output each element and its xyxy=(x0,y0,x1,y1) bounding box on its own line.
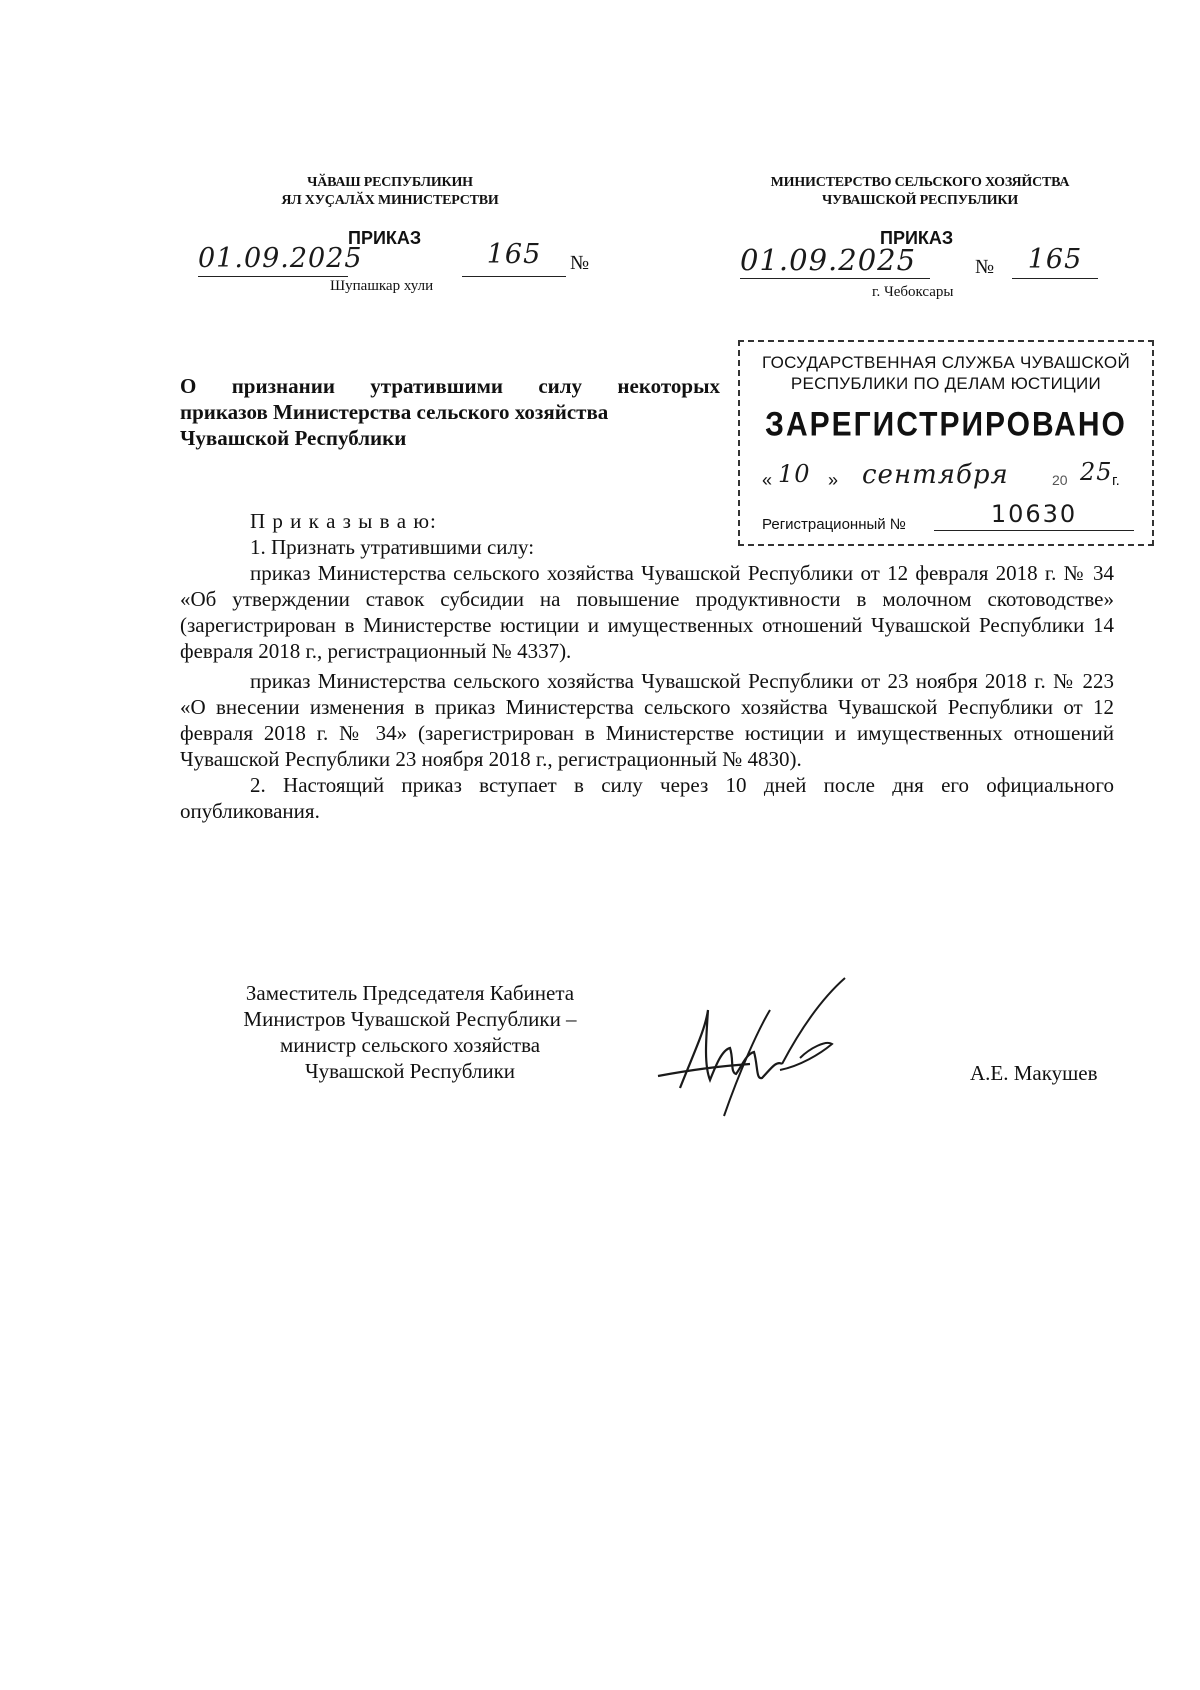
stamp-date xyxy=(762,458,1142,498)
header-left-number-sign: № xyxy=(570,252,590,274)
header-right-number-sign: № xyxy=(975,256,995,278)
stamp-year-prefix: 20 xyxy=(1052,472,1068,488)
header-right xyxy=(740,174,1100,210)
stamp-reg-label: Регистрационный № xyxy=(762,516,906,533)
paragraph-2: приказ Министерства сельского хозяйства Чувашской Республики от 23 ноября 2018 г. № 223 «О внесении изменения в приказ Министерства сельского хозяйства Чувашской Республики от 12 февраля 2018 г. № 34» (зарегистрирован в Министерстве юстиции и имущественных отношений Чувашской Республики 23 ноября 2018 г., регистрационный № 4830). xyxy=(180,669,1114,771)
header-left-doc-type: ПРИКАЗ xyxy=(348,228,422,248)
header-left-line2: ЯЛ ХУҪАЛӐХ МИНИСТЕРСТВИ xyxy=(281,193,499,208)
header-right-date: 01.09.2025 xyxy=(740,244,930,279)
stamp-org-line2: РЕСПУБЛИКИ ПО ДЕЛАМ ЮСТИЦИИ xyxy=(790,374,1102,393)
stamp-day: 10 xyxy=(778,460,811,488)
item-2: 2. Настоящий приказ вступает в силу через 10 дней после дня его официального опубликования. xyxy=(180,773,1114,823)
signatory-line3: министр сельского хозяйства xyxy=(279,1033,541,1057)
handwritten-signature xyxy=(650,970,880,1120)
header-left-number: 165 xyxy=(462,238,566,277)
header-left-city: Шупашкар хули xyxy=(330,278,434,294)
paragraph-1: приказ Министерства сельского хозяйства Чувашской Республики от 12 февраля 2018 г. № 34 «Об утверждении ставок субсидии на повышение продуктивности в молочном скотоводстве» (зарегистрирован в Министерстве юстиции и имущественных отношений Чувашской Республики 14 февраля 2018 г., регистрационный № 4337). xyxy=(180,561,1114,663)
header-right-doc-type: ПРИКАЗ xyxy=(880,228,954,248)
stamp-org xyxy=(740,352,1152,394)
stamp-month: сентября xyxy=(862,460,1009,490)
header-right-line2: ЧУВАШСКОЙ РЕСПУБЛИКИ xyxy=(821,193,1019,208)
header-right-city: г. Чебоксары xyxy=(872,284,954,300)
stamp-reg-number: 10630 xyxy=(934,500,1134,531)
title-line3: Чувашской Республики xyxy=(180,426,407,450)
stamp-quote-close: » xyxy=(828,470,839,490)
header-right-number: 165 xyxy=(1012,244,1098,279)
signatory-line1: Заместитель Председателя Кабинета xyxy=(245,981,575,1005)
signatory-line2: Министров Чувашской Республики – xyxy=(243,1007,577,1031)
stamp-org-line1: ГОСУДАРСТВЕННАЯ СЛУЖБА ЧУВАШСКОЙ xyxy=(762,353,1130,372)
title-line1: О признании утратившими силу некоторых xyxy=(180,374,720,398)
document-body xyxy=(180,508,1114,824)
signatory-line4: Чувашской Республики xyxy=(304,1059,516,1083)
signatory-title xyxy=(190,980,630,1084)
stamp-quote-open: « xyxy=(762,470,773,490)
document-title xyxy=(180,373,720,451)
header-left-line1: ЧӐВАШ РЕСПУБЛИКИН xyxy=(307,175,473,190)
header-left xyxy=(240,174,540,210)
stamp-year-unit: г. xyxy=(1112,472,1120,489)
header-right-line1: МИНИСТЕРСТВО СЕЛЬСКОГО ХОЗЯЙСТВА xyxy=(770,175,1070,190)
header-left-date: 01.09.2025 xyxy=(198,244,348,277)
stamp-year-suffix: 25 xyxy=(1080,458,1113,486)
stamp-status: ЗАРЕГИСТРИРОВАНО xyxy=(765,405,1127,444)
item-1: 1. Признать утратившими силу: xyxy=(250,535,535,559)
signatory-name: А.Е. Макушев xyxy=(970,1061,1098,1085)
title-line2: приказов Министерства сельского хозяйства xyxy=(180,400,609,424)
order-word: П р и к а з ы в а ю: xyxy=(250,509,437,533)
